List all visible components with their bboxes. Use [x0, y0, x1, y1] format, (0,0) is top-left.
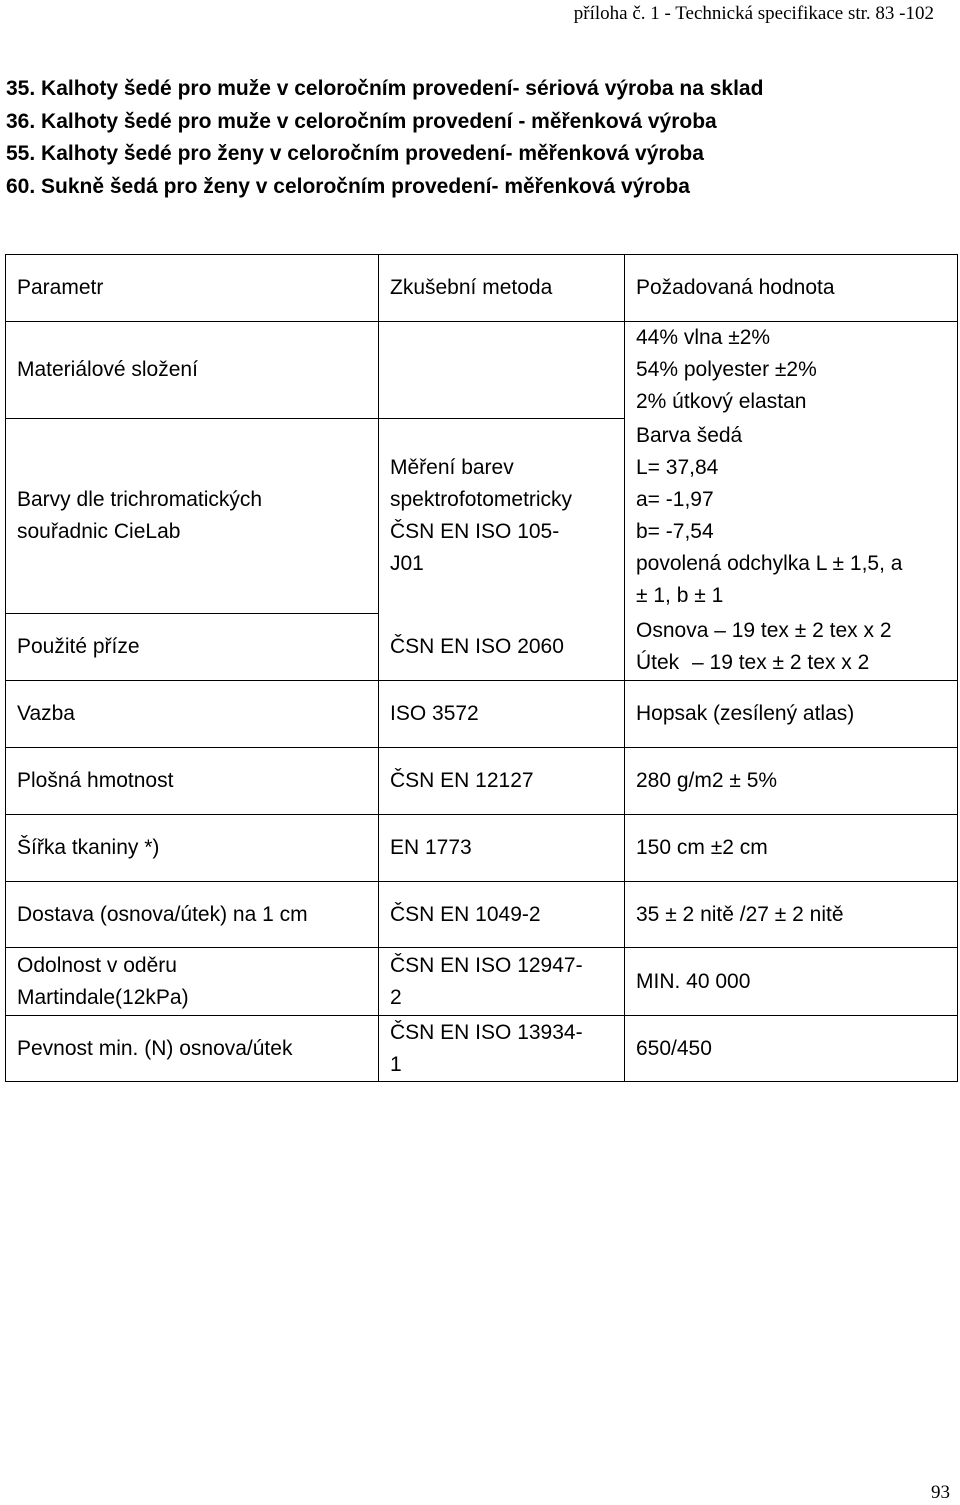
method-cell: EN 1773 — [379, 815, 625, 882]
method-cell: ISO 3572 — [379, 681, 625, 748]
param-cell: Pevnost min. (N) osnova/útek — [6, 1016, 379, 1082]
method-cell — [379, 322, 625, 419]
table-row — [6, 419, 958, 614]
table-row — [6, 748, 958, 815]
column-header-value: Požadovaná hodnota — [625, 255, 958, 322]
value-cell: Hopsak (zesílený atlas) — [625, 681, 958, 748]
param-cell: Odolnost v oděru Martindale(12kPa) — [6, 948, 379, 1016]
column-header-parameter: Parametr — [6, 255, 379, 322]
value-cell: 44% vlna ±2% 54% polyester ±2% 2% útkový elastan — [625, 322, 958, 419]
param-cell: Barvy dle trichromatických souřadnic CieLab — [6, 419, 379, 614]
value-cell: 150 cm ±2 cm — [625, 815, 958, 882]
column-header-method: Zkušební metoda — [379, 255, 625, 322]
table-row — [6, 815, 958, 882]
method-cell: ČSN EN 12127 — [379, 748, 625, 815]
method-cell: ČSN EN ISO 13934- 1 — [379, 1016, 625, 1082]
value-cell: Osnova – 19 tex ± 2 tex x 2 Útek – 19 tex ± 2 tex x 2 — [625, 614, 958, 681]
table-row — [6, 1016, 958, 1082]
param-cell: Vazba — [6, 681, 379, 748]
product-title-list — [6, 73, 763, 203]
value-cell: 650/450 — [625, 1016, 958, 1082]
product-title: 60. Sukně šedá pro ženy v celoročním provedení- měřenková výroba — [6, 174, 690, 198]
param-cell: Šířka tkaniny *) — [6, 815, 379, 882]
method-cell: Měření barev spektrofotometricky ČSN EN ISO 105- J01 — [379, 419, 625, 614]
table-row — [6, 322, 958, 419]
product-title: 35. Kalhoty šedé pro muže v celoročním provedení- sériová výroba na sklad — [6, 77, 764, 100]
method-cell: ČSN EN ISO 12947- 2 — [379, 948, 625, 1016]
specification-table — [5, 254, 958, 1082]
product-title: 55. Kalhoty šedé pro ženy v celoročním provedení- měřenková výroba — [6, 142, 704, 165]
method-cell: ČSN EN ISO 2060 — [379, 614, 625, 681]
value-cell: 35 ± 2 nitě /27 ± 2 nitě — [625, 882, 958, 948]
table-row — [6, 681, 958, 748]
value-cell: 280 g/m2 ± 5% — [625, 748, 958, 815]
table-row — [6, 614, 958, 681]
value-cell: MIN. 40 000 — [625, 948, 958, 1016]
product-title: 36. Kalhoty šedé pro muže v celoročním provedení - měřenková výroba — [6, 109, 717, 133]
method-cell: ČSN EN 1049-2 — [379, 882, 625, 948]
table-row — [6, 948, 958, 1016]
page-number: 93 — [931, 1482, 950, 1503]
param-cell: Materiálové složení — [6, 322, 379, 419]
param-cell: Plošná hmotnost — [6, 748, 379, 815]
param-cell: Dostava (osnova/útek) na 1 cm — [6, 882, 379, 948]
page-header: příloha č. 1 - Technická specifikace str. 83 -102 — [573, 3, 934, 24]
table-row — [6, 882, 958, 948]
param-cell: Použité příze — [6, 614, 379, 681]
value-cell: Barva šedá L= 37,84 a= -1,97 b= -7,54 povolená odchylka L ± 1,5, a ± 1, b ± 1 — [625, 419, 958, 614]
table-header-row — [6, 255, 958, 322]
